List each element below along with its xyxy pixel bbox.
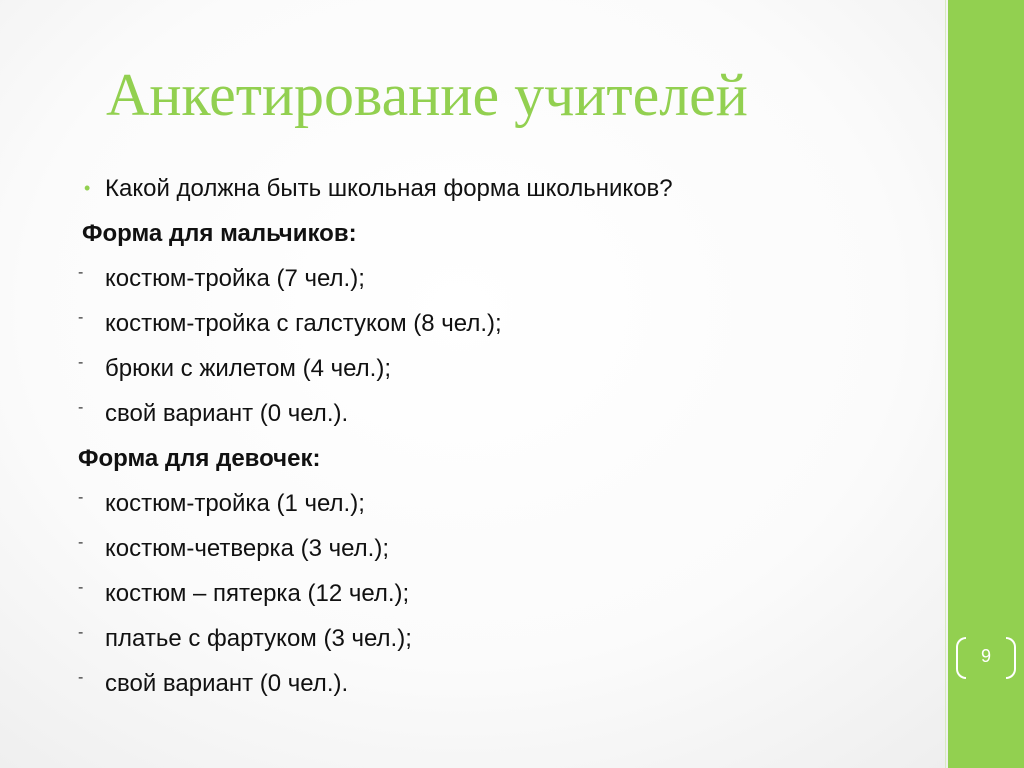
boys-list-item (78, 346, 928, 391)
bullet-icon: • (84, 178, 91, 198)
list-item-text: костюм-четверка (3 чел.); (105, 535, 389, 562)
list-item-text: свой вариант (0 чел.). (105, 400, 349, 427)
slide-content (78, 166, 928, 706)
dash-icon: - (78, 354, 84, 371)
dash-icon: - (78, 264, 84, 281)
slide-title: Анкетирование учителей (106, 62, 748, 128)
girls-list-item (78, 616, 928, 661)
boys-heading: Форма для мальчиков: (82, 220, 357, 247)
page-number: 9 (980, 645, 991, 666)
boys-list-item (78, 391, 928, 436)
list-item-text: свой вариант (0 чел.). (105, 670, 349, 697)
list-item-text: брюки с жилетом (4 чел.); (105, 355, 391, 382)
list-item-text: костюм-тройка (7 чел.); (105, 265, 365, 292)
girls-list-item (78, 481, 928, 526)
dash-icon: - (78, 309, 84, 326)
boys-list-item (78, 256, 928, 301)
girls-heading: Форма для девочек: (78, 445, 321, 472)
question-item (78, 166, 928, 211)
dash-icon: - (78, 399, 84, 416)
list-item-text: костюм-тройка (1 чел.); (105, 490, 365, 517)
dash-icon: - (78, 624, 84, 641)
boys-list-item (78, 301, 928, 346)
list-item-text: платье с фартуком (3 чел.); (105, 625, 412, 652)
dash-icon: - (78, 669, 84, 686)
page-number-badge (956, 631, 1016, 681)
dash-icon: - (78, 579, 84, 596)
right-bracket-icon (1006, 637, 1016, 679)
girls-list-item (78, 661, 928, 706)
band-divider (945, 0, 946, 768)
left-bracket-icon (956, 637, 966, 679)
dash-icon: - (78, 534, 84, 551)
girls-list-item (78, 571, 928, 616)
dash-icon: - (78, 489, 84, 506)
girls-list-item (78, 526, 928, 571)
list-item-text: костюм – пятерка (12 чел.); (105, 580, 410, 607)
question-text: Какой должна быть школьная форма школьников? (105, 175, 673, 202)
list-item-text: костюм-тройка с галстуком (8 чел.); (105, 310, 502, 337)
